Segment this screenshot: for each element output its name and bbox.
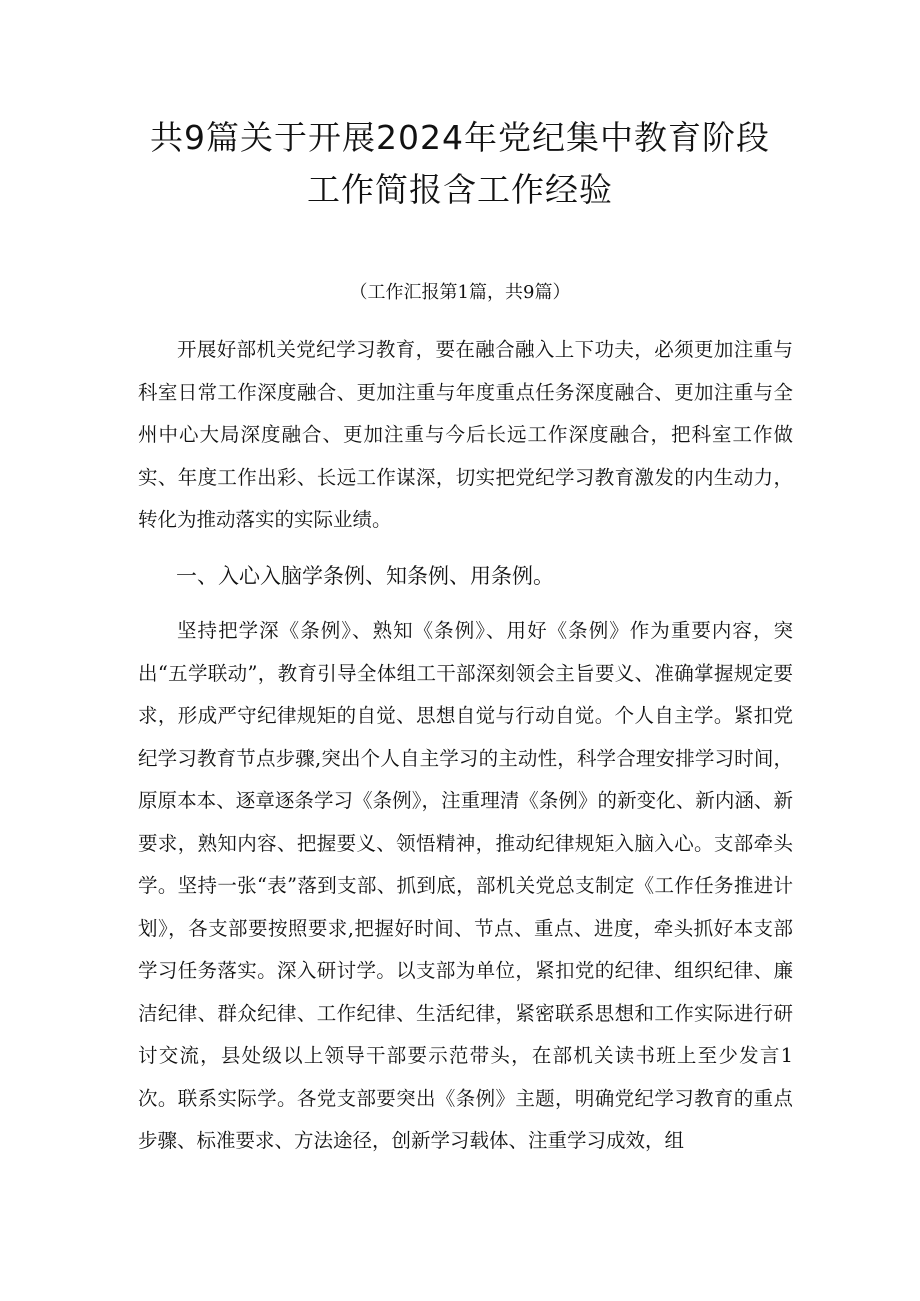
document-title-line2: 工作简报含工作经验 [307, 170, 613, 209]
section-paragraph: 坚持把学深《条例》、熟知《条例》、用好《条例》作为重要内容，突出“五学联动”，教育引导全体组工干部深刻领会主旨要义、准确掌握规定要求，形成严守纪律规矩的自觉、思想自觉与行动自觉。个人自主学。紧扣党纪学习教育节点步骤,突出个人自主学习的主动性，科学合理安排学习时间，原原本本、逐章逐条学习《条例》，注重理清《条例》的新变化、新内涵、新要求，熟知内容、把握要义、领悟精神，推动纪律规矩入脑入心。支部牵头学。坚持一张“表”落到支部、抓到底，部机关党总支制定《工作任务推进计划》，各支部要按照要求,把握好时间、节点、重点、进度，牵头抓好本支部学习任务落实。深入研讨学。以支部为单位，紧扣党的纪律、组织纪律、廉洁纪律、群众纪律、工作纪律、生活纪律，紧密联系思想和工作实际进行研讨交流，县处级以上领导干部要示范带头，在部机关读书班上至少发言1次。联系实际学。各党支部要突出《条例》主题，明确党纪学习教育的重点步骤、标准要求、方法途径，创新学习载体、注重学习成效，组 [138, 619, 793, 1152]
intro-paragraph: 开展好部机关党纪学习教育，要在融合融入上下功夫，必须更加注重与科室日常工作深度融合、更加注重与年度重点任务深度融合、更加注重与全州中心大局深度融合、更加注重与今后长远工作深度融合，把科室工作做实、年度工作出彩、长远工作谋深，切实把党纪学习教育激发的内生动力，转化为推动落实的实际业绩。 [138, 338, 793, 531]
document-subtitle: （工作汇报第1篇，共9篇） [349, 282, 571, 303]
section-heading: 一、入心入脑学条例、知条例、用条例。 [176, 564, 554, 588]
document-title-line1: 共9篇关于开展2024年党纪集中教育阶段 [150, 118, 770, 157]
